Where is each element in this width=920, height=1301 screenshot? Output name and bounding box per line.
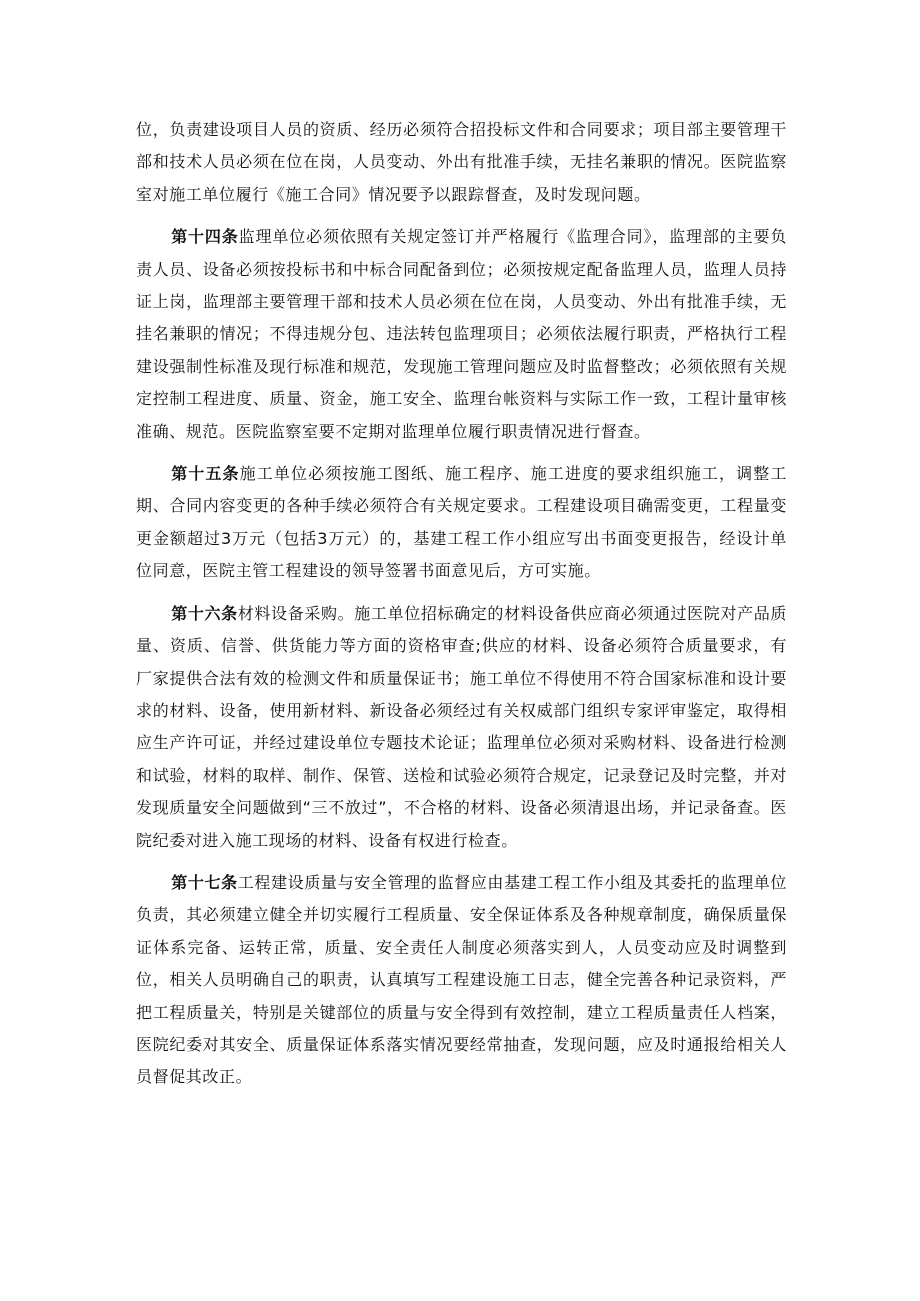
paragraph-text: 监理单位必须依照有关规定签订并严格履行《监理合同》，监理部的主要负责人员、设备必须按投标书和中标合同配备到位；必须按规定配备监理人员，监理人员持证上岗，监理部主要管理干部和技术人员必须在位在岗，人员变动、外出有批准手续，无挂名兼职的情况；不得违规分包、违法转包监理项目；必须依法履行职责，严格执行工程建设强制性标准及现行标准和规范，发现施工管理问题应及时监督整改；必须依照有关规定控制工程进度、质量、资金，施工安全、监理台帐资料与实际工作一致，工程计量审核准确、规范。医院监察室要不定期对监理单位履行职责情况进行督查。 xyxy=(136,227,787,441)
article-15 xyxy=(136,458,787,588)
paragraph-text: 位，负责建设项目人员的资质、经历必须符合招投标文件和合同要求；项目部主要管理干部和技术人员必须在位在岗，人员变动、外出有批准手续，无挂名兼职的情况。医院监察室对施工单位履行《施工合同》情况要予以跟踪督查，及时发现问题。 xyxy=(136,120,787,204)
article-number: 第十五条 xyxy=(171,464,240,484)
paragraph-text: 工程建设质量与安全管理的监督应由基建工程工作小组及其委托的监理单位负责，其必须建立健全并切实履行工程质量、安全保证体系及各种规章制度，确保质量保证体系完备、运转正常，质量、安全责任人制度必须落实到人，人员变动应及时调整到位，相关人员明确自己的职责，认真填写工程建设施工日志，健全完善各种记录资料，严把工程质量关，特别是关键部位的质量与安全得到有效控制，建立工程质量责任人档案，医院纪委对其安全、质量保证体系落实情况要经常抽查，发现问题，应及时通报给相关人员督促其改正。 xyxy=(136,872,787,1087)
paragraph-text: 材料设备采购。施工单位招标确定的材料设备供应商必须通过医院对产品质量、资质、信誉、供货能力等方面的资格审查;供应的材料、设备必须符合质量要求，有厂家提供合法有效的检测文件和质量保证书；施工单位不得使用不符合国家标准和设计要求的材料、设备，使用新材料、新设备必须经过有关权威部门组织专家评审鉴定，取得相应生产许可证，并经过建设单位专题技术论证；监理单位必须对采购材料、设备进行检测和试验，材料的取样、制作、保管、送检和试验必须符合规定，记录登记及时完整，并对发现质量安全问题做到“三不放过”，不合格的材料、设备必须清退出场，并记录备查。医院纪委对进入施工现场的材料、设备有权进行检查。 xyxy=(136,603,787,850)
article-17 xyxy=(136,867,787,1094)
article-number: 第十六条 xyxy=(171,603,238,623)
article-14 xyxy=(136,221,787,448)
article-number: 第十七条 xyxy=(171,872,238,892)
document-page xyxy=(136,114,787,1104)
article-16 xyxy=(136,598,787,857)
paragraph-text: 施工单位必须按施工图纸、施工程序、施工进度的要求组织施工，调整工期、合同内容变更的各种手续必须符合有关规定要求。工程建设项目确需变更，工程量变更金额超过3万元（包括3万元）的，基建工程工作小组应写出书面变更报告，经设计单位同意，医院主管工程建设的领导签署书面意见后，方可实施。 xyxy=(136,464,787,581)
article-number: 第十四条 xyxy=(171,227,239,247)
paragraph-continuation xyxy=(136,114,787,211)
